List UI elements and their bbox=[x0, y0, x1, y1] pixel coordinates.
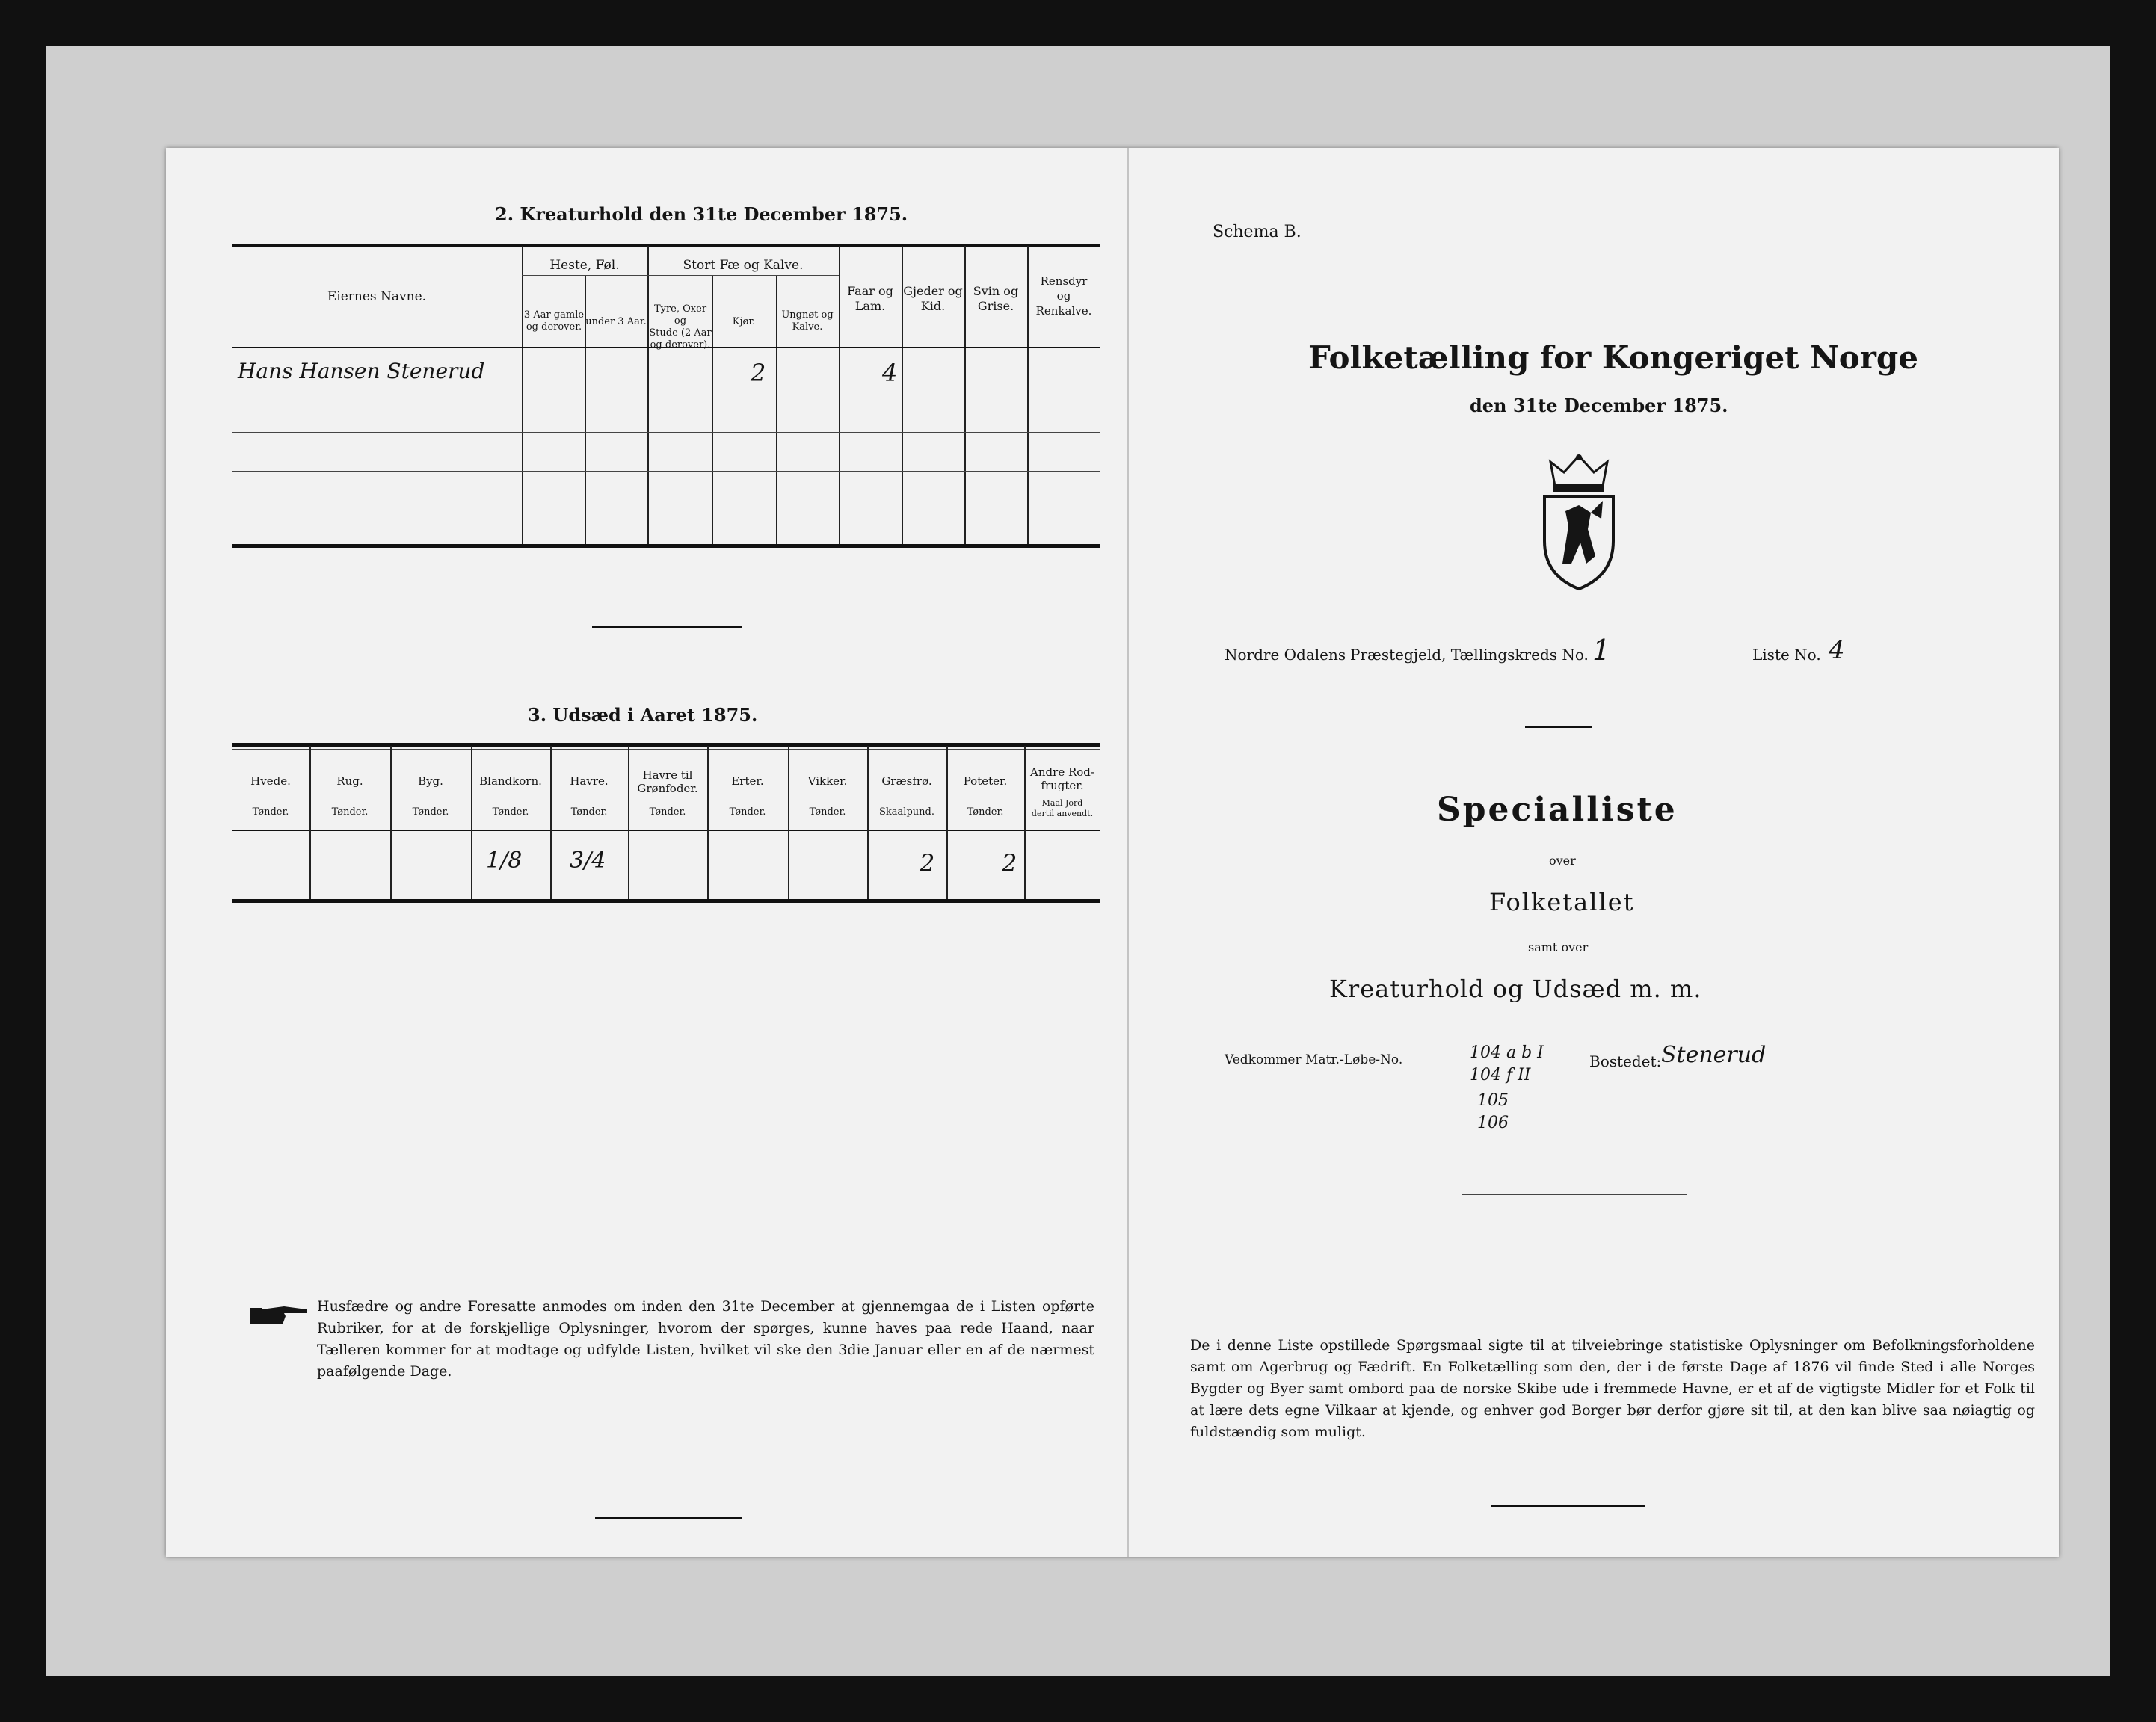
rule bbox=[309, 746, 311, 899]
bosted-value: Stenerud bbox=[1661, 1042, 1767, 1068]
col-owner: Eiernes Navne. bbox=[327, 289, 427, 304]
pointing-hand-icon bbox=[250, 1302, 308, 1329]
cows-value: 2 bbox=[751, 359, 766, 387]
col-goats: Gjeder og Kid. bbox=[903, 284, 963, 313]
census-notice: De i denne Liste opstillede Spørgsmaal sigte til at tilveiebringe statistiske Oplysninger om Befolkningsforholdene samt om Agerbrug og Fædrift. En Folketælling som den, der i de første Dage af 1876 vil finde Sted i alle Norges Bygder og Byer samt ombord paa de norske Skibe ude i fremmede Havne, er et af de vigtigste Midler for et Folk til at lære dets egne Vilkaar at kjende, og enhver god Borger bør derfor gjøre sit til, at den kan blive saa nøiagtig og fuldstændig som muligt. bbox=[1190, 1337, 2035, 1440]
seed-col-erter: Erter. bbox=[731, 774, 764, 788]
rule bbox=[550, 746, 552, 899]
rule bbox=[232, 432, 1100, 433]
sheep-value: 4 bbox=[882, 359, 898, 387]
seed-col-vikker: Vikker. bbox=[807, 774, 848, 788]
graesfro-value: 2 bbox=[920, 849, 935, 877]
special-list-title: Specialliste bbox=[1437, 791, 1678, 829]
householder-notice: Husfædre og andre Foresatte anmodes om inden den 31te December at gjennemgaa de i Listen opførte Rubriker, for at de forskjellige Oplysninger, hvorom der spørges, kunne haves paa rede Haand, naar Tælleren kommer for at modtage og udfylde Listen, hvilket vil ske den 3die Januar eller en af de nærmest paafølgende Dage. bbox=[317, 1298, 1094, 1380]
owner-name: Hans Hansen Stenerud bbox=[238, 359, 485, 383]
rule bbox=[647, 246, 649, 547]
col-horses-under3: under 3 Aar. bbox=[585, 316, 647, 327]
seed-col-havre-gronfoder: Havre til Grønfoder. bbox=[637, 768, 698, 795]
rule bbox=[232, 899, 1100, 903]
havre-value: 3/4 bbox=[570, 848, 606, 874]
seed-unit: Tønder. bbox=[492, 806, 529, 818]
col-horses: Heste, Føl. bbox=[549, 258, 620, 273]
col-reindeer: Rensdyr og Renkalve. bbox=[1035, 274, 1092, 318]
col-cattle-cows: Kjør. bbox=[732, 316, 756, 327]
seed-heading: 3. Udsæd i Aaret 1875. bbox=[528, 704, 758, 726]
seed-col-poteter: Poteter. bbox=[963, 774, 1008, 788]
separator bbox=[1462, 1194, 1687, 1195]
seed-col-blandkorn: Blandkorn. bbox=[479, 774, 542, 788]
livestock-heading: 2. Kreaturhold den 31te December 1875. bbox=[495, 203, 908, 225]
matr-number-1: 104 a b I bbox=[1470, 1043, 1544, 1062]
rule bbox=[232, 244, 1100, 247]
parish-district-label: Præstegjeld, Tællingskreds No. bbox=[1350, 646, 1589, 664]
matr-label: Vedkommer Matr.-Løbe-No. bbox=[1225, 1052, 1403, 1067]
seed-unit: Tønder. bbox=[252, 806, 289, 818]
separator bbox=[1491, 1505, 1645, 1507]
blandkorn-value: 1/8 bbox=[486, 848, 523, 874]
separator bbox=[592, 626, 742, 628]
folketallet-label: Folketallet bbox=[1489, 888, 1635, 916]
schema-label: Schema B. bbox=[1213, 223, 1302, 241]
rule bbox=[232, 544, 1100, 548]
rule bbox=[232, 749, 1100, 750]
col-sheep: Faar og Lam. bbox=[847, 284, 893, 313]
rule bbox=[522, 275, 647, 276]
seed-unit: Tønder. bbox=[331, 806, 369, 818]
seed-col-hvede: Hvede. bbox=[250, 774, 291, 788]
census-sheet bbox=[166, 148, 2059, 1557]
col-cattle-young: Ungnøt og Kalve. bbox=[781, 309, 834, 333]
seed-unit: Tønder. bbox=[729, 806, 766, 818]
seed-col-andre: Andre Rod- frugter. bbox=[1030, 765, 1094, 792]
samt-over-label: samt over bbox=[1528, 940, 1589, 954]
matr-number-2: 104 f II bbox=[1470, 1066, 1531, 1084]
rule bbox=[232, 471, 1100, 472]
seed-unit: Skaalpund. bbox=[879, 806, 934, 818]
list-number: 4 bbox=[1829, 635, 1845, 665]
district-number: 1 bbox=[1592, 634, 1611, 667]
coat-of-arms-icon bbox=[1536, 451, 1622, 593]
rule bbox=[522, 246, 523, 547]
seed-col-graesfro: Græsfrø. bbox=[881, 774, 932, 788]
poteter-value: 2 bbox=[1002, 849, 1017, 877]
seed-col-byg: Byg. bbox=[418, 774, 443, 788]
rule bbox=[390, 746, 392, 899]
separator bbox=[1525, 726, 1592, 728]
page-fold bbox=[1127, 148, 1129, 1557]
bosted-label: Bostedet: bbox=[1589, 1052, 1662, 1070]
rule bbox=[647, 275, 839, 276]
parish-name: Nordre Odalens bbox=[1225, 646, 1346, 664]
col-horses-3yr: 3 Aar gamle og derover. bbox=[523, 309, 585, 333]
col-pigs: Svin og Grise. bbox=[973, 284, 1019, 313]
kreaturhold-label: Kreaturhold og Udsæd m. m. bbox=[1329, 975, 1702, 1003]
census-title: Folketælling for Kongeriget Norge bbox=[1308, 339, 1918, 376]
seed-col-rug: Rug. bbox=[336, 774, 363, 788]
rule bbox=[471, 746, 472, 899]
census-date: den 31te December 1875. bbox=[1470, 395, 1728, 416]
seed-unit: Tønder. bbox=[809, 806, 846, 818]
rule bbox=[867, 746, 869, 899]
list-label: Liste No. bbox=[1752, 646, 1821, 664]
matr-number-4: 106 bbox=[1477, 1114, 1509, 1132]
col-cattle-bulls: Tyre, Oxer og Stude (2 Aar og derover). bbox=[649, 303, 712, 351]
rule bbox=[946, 746, 948, 899]
seed-unit: Tønder. bbox=[967, 806, 1004, 818]
rule bbox=[707, 746, 709, 899]
seed-unit: Tønder. bbox=[649, 806, 686, 818]
seed-unit: Tønder. bbox=[570, 806, 608, 818]
rule bbox=[232, 830, 1100, 831]
rule bbox=[788, 746, 789, 899]
seed-unit: Maal Jord dertil anvendt. bbox=[1031, 798, 1094, 818]
seed-unit: Tønder. bbox=[412, 806, 449, 818]
col-cattle: Stort Fæ og Kalve. bbox=[683, 258, 804, 273]
over-label: over bbox=[1549, 854, 1576, 868]
seed-col-havre: Havre. bbox=[570, 774, 609, 788]
matr-number-3: 105 bbox=[1477, 1091, 1509, 1110]
separator bbox=[595, 1517, 742, 1519]
rule bbox=[232, 743, 1100, 747]
